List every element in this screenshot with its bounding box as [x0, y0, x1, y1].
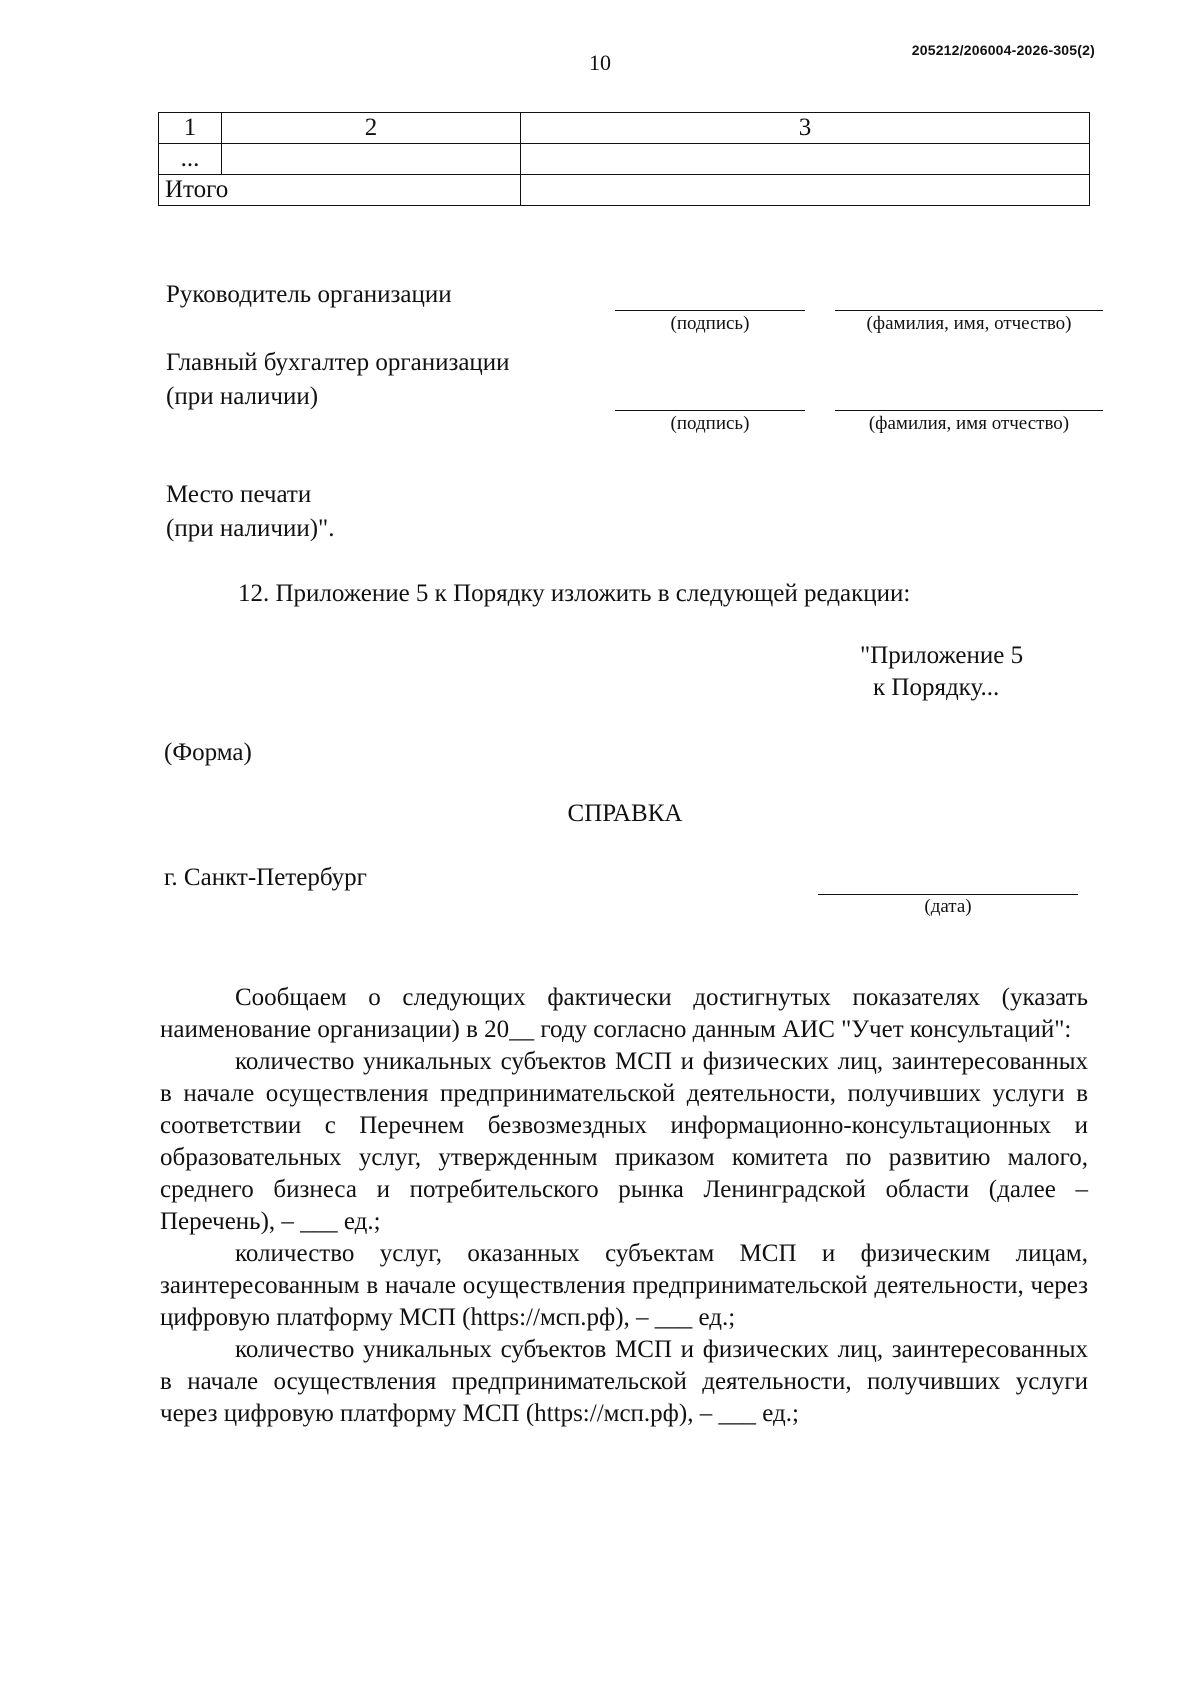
table-cell	[521, 144, 1090, 175]
page-number: 10	[589, 50, 611, 75]
table-total-row	[159, 175, 1090, 206]
name-line-1	[835, 310, 1103, 311]
paragraph-indicator-3: количество уникальных субъектов МСП и физических лиц, заинтересованных в начале осуществления предпринимательской деятельности, получивших услуги через цифровую платформу МСП (https://мсп.рф), – ___ ед.;	[160, 1336, 1088, 1427]
body-text	[160, 982, 1088, 1430]
appendix-line1: "Приложение 5	[860, 642, 1024, 669]
appendix-line2: к Порядку...	[873, 674, 1000, 701]
signature-line-2	[615, 410, 805, 411]
table-header-cell-1: 1	[159, 113, 222, 144]
signature-line-1	[615, 310, 805, 311]
accountant-label-line1: Главный бухгалтер организации	[166, 349, 510, 376]
signature-caption-1: (подпись)	[670, 313, 750, 334]
table-cell	[521, 175, 1090, 206]
document-title: СПРАВКА	[567, 800, 683, 827]
date-caption: (дата)	[924, 896, 972, 917]
signature-caption-2: (подпись)	[670, 413, 750, 434]
table-ellipsis-cell: ...	[159, 144, 222, 175]
name-caption-1: (фамилия, имя, отчество)	[866, 313, 1072, 334]
accountant-label-line2: (при наличии)	[166, 383, 319, 410]
name-line-2	[835, 410, 1103, 411]
stamp-label-line1: Место печати	[166, 481, 312, 508]
form-label: (Форма)	[164, 739, 252, 766]
summary-table	[158, 112, 1090, 206]
item-12-text: 12. Приложение 5 к Порядку изложить в следующей редакции:	[238, 580, 911, 607]
stamp-label-line2: (при наличии)".	[166, 515, 335, 542]
city-label: г. Санкт-Петербург	[164, 864, 367, 891]
paragraph-indicator-1: количество уникальных субъектов МСП и физических лиц, заинтересованных в начале осуществления предпринимательской деятельности, получивших услуги в соответствии с Перечнем безвозмездных информационно-консультационных и образовательных услуг, утвержденным приказом комитета по развитию малого, среднего бизнеса и потребительского рынка Ленинградской области (далее – Перечень), – ___ ед.;	[160, 1048, 1088, 1235]
table-header-cell-2: 2	[222, 113, 521, 144]
name-caption-2: (фамилия, имя отчество)	[868, 413, 1070, 434]
table-header-cell-3: 3	[521, 113, 1090, 144]
table-header-row	[159, 113, 1090, 144]
document-id: 205212/206004-2026-305(2)	[911, 42, 1095, 58]
table-cell	[222, 144, 521, 175]
date-line	[818, 894, 1078, 895]
paragraph-indicator-2: количество услуг, оказанных субъектам МСП и физическим лицам, заинтересованным в начале осуществления предпринимательской деятельности, через цифровую платформу МСП (https://мсп.рф), – ___ ед.;	[160, 1240, 1088, 1331]
table-row	[159, 144, 1090, 175]
paragraph-intro: Сообщаем о следующих фактически достигнутых показателях (указать наименование организации) в 20__ году согласно данным АИС "Учет консультаций":	[160, 984, 1088, 1043]
head-label: Руководитель организации	[166, 281, 452, 308]
table-total-label: Итого	[159, 175, 521, 206]
